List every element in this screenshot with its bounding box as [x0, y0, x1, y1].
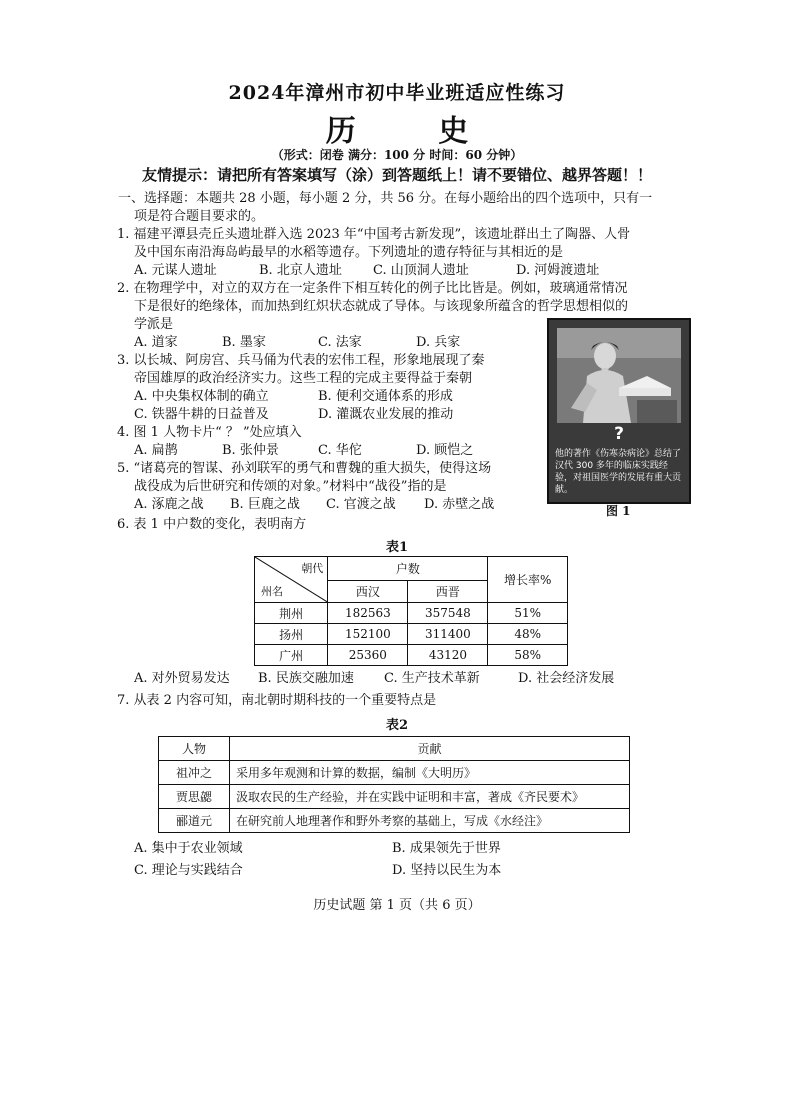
- table-1-corner: [255, 557, 328, 603]
- option-c[interactable]: C. 山顶洞人遗址: [373, 263, 469, 278]
- question-3-options-row1: [134, 388, 453, 406]
- xijin-value: 43120: [408, 645, 488, 666]
- section-instruction-line1: 一、选择题：本题共 28 小题，每小题 2 分，共 56 分。在每小题给出的四个选项中，只有一: [118, 191, 653, 206]
- question-5-line2: 战役成为后世研究和传颂的对象。”材料中“战役”指的是: [134, 479, 447, 494]
- growth-value: 51%: [488, 603, 568, 624]
- option-c[interactable]: C. 铁器牛耕的日益普及: [134, 407, 269, 422]
- question-6-line1: 6. 表 1 中户数的变化，表明南方: [117, 517, 307, 532]
- exam-title: 2024年漳州市初中毕业班适应性练习: [228, 82, 566, 104]
- table-row: [159, 809, 630, 833]
- question-3-line1: 3. 以长城、阿房宫、兵马俑为代表的宏伟工程，形象地展现了秦: [117, 353, 485, 368]
- option-b[interactable]: B. 墨家: [222, 335, 266, 350]
- table-row: [255, 645, 568, 666]
- contribution-cell: 汲取农民的生产经验，并在实践中证明和丰富，著成《齐民要术》: [230, 785, 630, 809]
- table-2: [158, 736, 630, 833]
- option-a[interactable]: A. 扁鹊: [134, 443, 178, 458]
- option-b[interactable]: B. 北京人遗址: [259, 263, 342, 278]
- exam-format: （形式：闭卷 满分：100 分 时间：60 分钟）: [271, 148, 523, 162]
- table-2-caption: 表2: [386, 718, 409, 733]
- option-b[interactable]: B. 便利交通体系的形成: [318, 389, 453, 404]
- option-d[interactable]: D. 河姆渡遗址: [516, 263, 600, 278]
- xijin-value: 311400: [408, 624, 488, 645]
- question-4-options: [134, 442, 473, 460]
- option-b[interactable]: B. 张仲景: [222, 443, 279, 458]
- option-a[interactable]: A. 元谋人遗址: [134, 263, 217, 278]
- xihan-value: 152100: [328, 624, 408, 645]
- growth-value: 48%: [488, 624, 568, 645]
- option-b[interactable]: B. 民族交融加速: [258, 671, 354, 686]
- option-a[interactable]: A. 中央集权体制的确立: [134, 389, 269, 404]
- question-2-line2: 下是很好的绝缘体，而加热到红炽状态就成了导体。与该现象所蕴含的哲学思想相似的: [134, 299, 629, 314]
- table-row: [159, 785, 630, 809]
- section-instruction-line2: 项是符合题目要求的。: [134, 209, 265, 224]
- question-2-line1: 2. 在物理学中，对立的双方在一定条件下相互转化的例子比比皆是。例如，玻璃通常情况: [117, 281, 628, 296]
- question-1-line2: 及中国东南沿海岛屿最早的水稻等遗存。下列遗址的遗存特征与其相近的是: [134, 245, 564, 260]
- question-3-line2: 帝国雄厚的政治经济实力。这些工程的完成主要得益于秦朝: [134, 371, 473, 386]
- xijin-header: 西晋: [408, 581, 488, 603]
- exam-subject: 历 史: [325, 114, 505, 149]
- question-1-line1: 1. 福建平潭县壳丘头遗址群入选 2023 年“中国考古新发现”，该遗址群出土了陶器、人骨: [117, 227, 631, 242]
- figure-1-label: 图 1: [606, 504, 631, 518]
- option-a[interactable]: A. 集中于农业领域: [134, 841, 243, 856]
- xihan-value: 182563: [328, 603, 408, 624]
- page-footer: 历史试题 第 1 页（共 6 页）: [313, 898, 481, 913]
- table-1: [254, 556, 568, 666]
- contribution-cell: 采用多年观测和计算的数据，编制《大明历》: [230, 761, 630, 785]
- table-row: [159, 761, 630, 785]
- state-name: 荆州: [255, 603, 328, 624]
- households-header: 户数: [328, 557, 488, 581]
- growth-value: 58%: [488, 645, 568, 666]
- person-cell: 祖冲之: [159, 761, 230, 785]
- question-1-options: [134, 262, 599, 280]
- xihan-header: 西汉: [328, 581, 408, 603]
- corner-dynasty-label: 朝代: [301, 562, 324, 575]
- option-b[interactable]: B. 巨鹿之战: [230, 497, 300, 512]
- person-cell: 郦道元: [159, 809, 230, 833]
- state-name: 扬州: [255, 624, 328, 645]
- option-c[interactable]: C. 法家: [318, 335, 362, 350]
- figure-question-mark: ?: [614, 424, 624, 444]
- xijin-value: 357548: [408, 603, 488, 624]
- option-c[interactable]: C. 华佗: [318, 443, 362, 458]
- option-a[interactable]: A. 道家: [134, 335, 178, 350]
- option-d[interactable]: D. 坚持以民生为本: [392, 863, 502, 878]
- option-c[interactable]: C. 生产技术革新: [384, 671, 480, 686]
- contribution-header: 贡献: [230, 737, 630, 761]
- question-7-line1: 7. 从表 2 内容可知，南北朝时期科技的一个重要特点是: [117, 693, 437, 708]
- question-2-options: [134, 334, 460, 352]
- option-d[interactable]: D. 兵家: [416, 335, 461, 350]
- question-5-options: [134, 496, 494, 514]
- option-d[interactable]: D. 社会经济发展: [518, 671, 615, 686]
- question-7-options-row1: [134, 840, 501, 858]
- table-row: [255, 624, 568, 645]
- option-c[interactable]: C. 官渡之战: [326, 497, 396, 512]
- corner-state-label: 州名: [261, 585, 283, 598]
- figure-1-person-card: [547, 318, 691, 504]
- option-c[interactable]: C. 理论与实践结合: [134, 863, 243, 878]
- exam-reminder: 友情提示：请把所有答案填写（涂）到答题纸上！请不要错位、越界答题！！: [141, 166, 652, 184]
- person-cell: 贾思勰: [159, 785, 230, 809]
- question-5-line1: 5. “诸葛亮的智谋、孙刘联军的勇气和曹魏的重大损失，使得这场: [117, 461, 492, 476]
- state-name: 广州: [255, 645, 328, 666]
- option-b[interactable]: B. 成果领先于世界: [392, 841, 501, 856]
- option-d[interactable]: D. 灌溉农业发展的推动: [318, 407, 454, 422]
- question-6-options: [134, 670, 614, 688]
- option-d[interactable]: D. 顾恺之: [416, 443, 474, 458]
- question-3-options-row2: [134, 406, 453, 424]
- option-a[interactable]: A. 对外贸易发达: [134, 671, 230, 686]
- figure-caption: 他的著作《伤寒杂病论》总结了汉代 300 多年的临床实践经验，对祖国医学的发展有重大贡献。: [555, 449, 682, 495]
- growth-header: 增长率%: [488, 557, 568, 603]
- question-7-options-row2: [134, 862, 501, 880]
- scholar-portrait-image: [557, 328, 681, 423]
- question-4-line1: 4. 图 1 人物卡片“ ？ ”处应填入: [117, 425, 302, 440]
- option-d[interactable]: D. 赤壁之战: [424, 497, 495, 512]
- question-2-line3: 学派是: [134, 317, 174, 332]
- xihan-value: 25360: [328, 645, 408, 666]
- table-row: [255, 603, 568, 624]
- contribution-cell: 在研究前人地理著作和野外考察的基础上，写成《水经注》: [230, 809, 630, 833]
- option-a[interactable]: A. 涿鹿之战: [134, 497, 204, 512]
- person-header: 人物: [159, 737, 230, 761]
- table-1-caption: 表1: [386, 540, 409, 555]
